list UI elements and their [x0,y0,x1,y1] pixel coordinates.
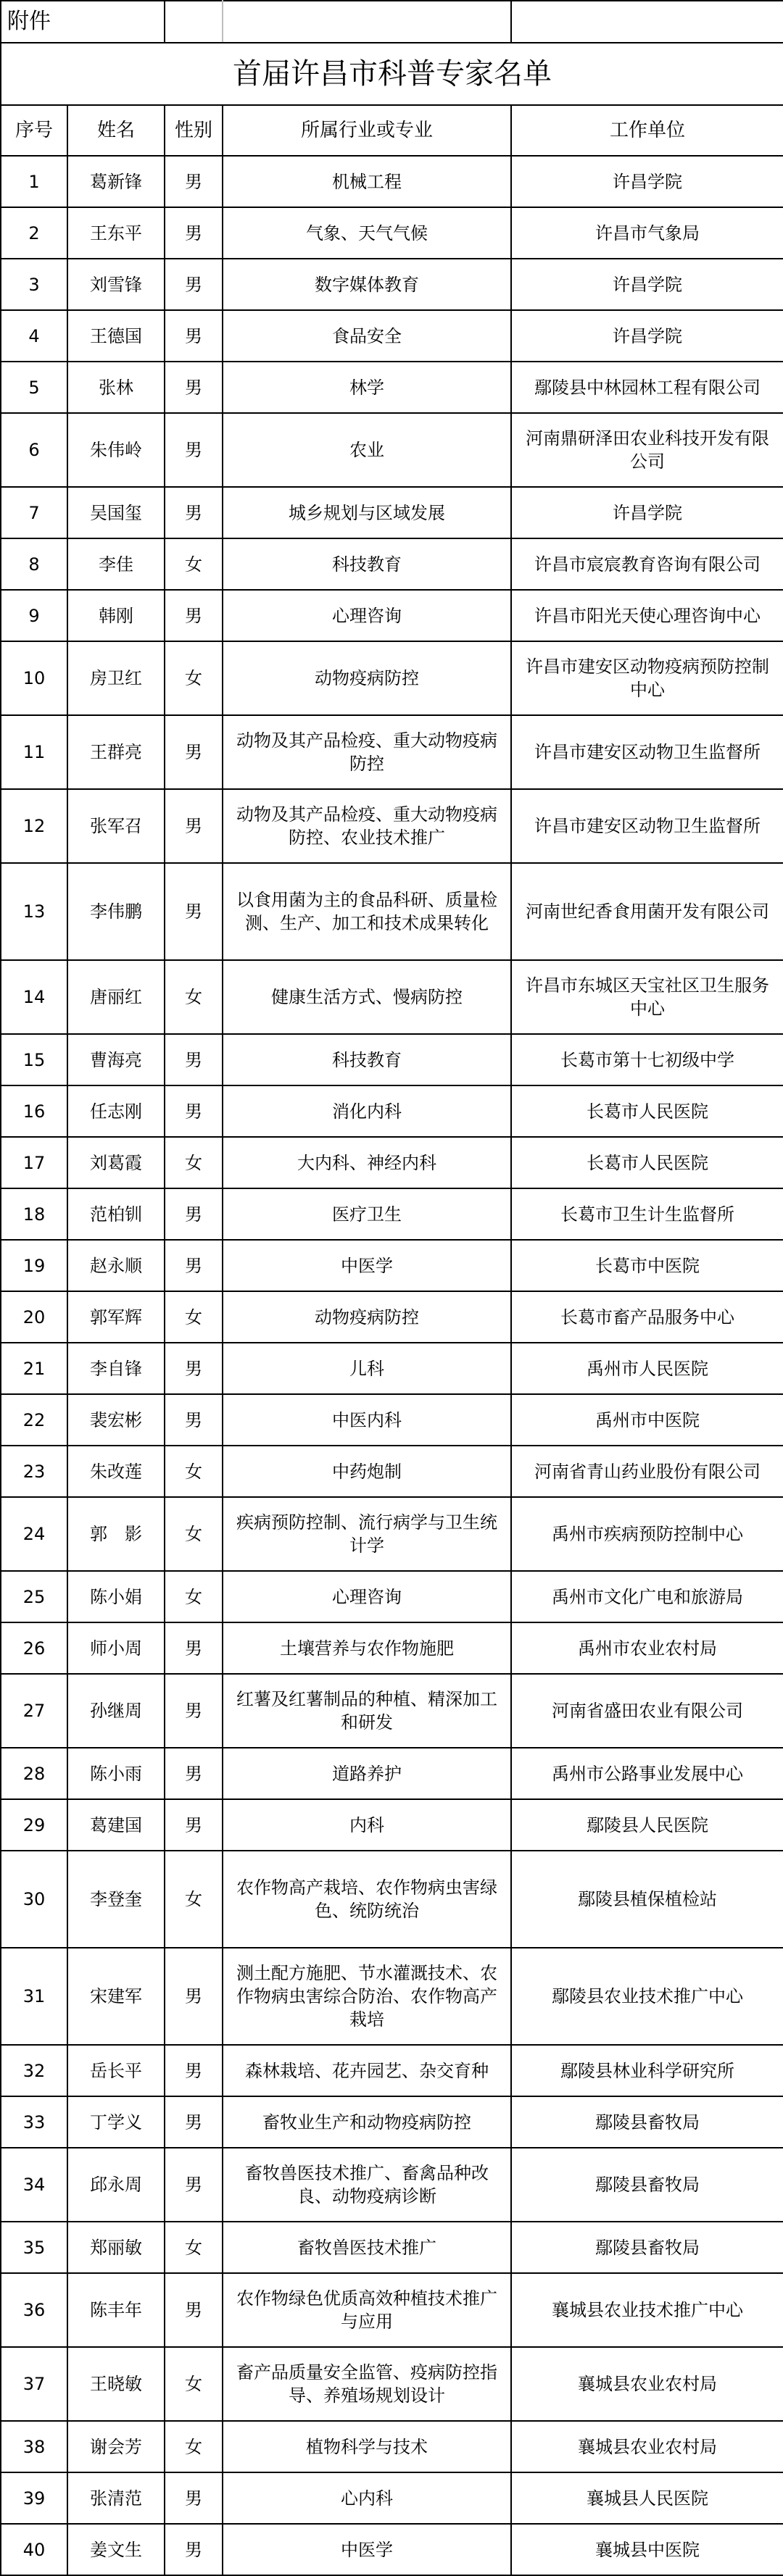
row-index: 19 [1,1240,67,1291]
row-gender: 女 [165,960,223,1034]
row-gender: 男 [165,1240,223,1291]
table-row [1,2347,783,2421]
table-row [1,1948,783,2045]
row-gender: 男 [165,715,223,789]
row-workplace: 许昌市建安区动物卫生监督所 [511,789,783,863]
row-name: 郭 影 [67,1497,165,1571]
row-workplace: 许昌市阳光天使心理咨询中心 [511,590,783,641]
row-gender: 男 [165,259,223,310]
row-index: 39 [1,2472,67,2524]
row-gender: 男 [165,2045,223,2096]
row-name: 吴国玺 [67,487,165,538]
row-name: 韩刚 [67,590,165,641]
table-row [1,487,783,538]
row-index: 9 [1,590,67,641]
row-name: 邱永周 [67,2148,165,2222]
row-gender: 女 [165,1851,223,1948]
row-gender: 女 [165,1137,223,1188]
row-workplace: 禹州市中医院 [511,1394,783,1446]
row-field: 气象、天气气候 [223,207,511,259]
row-field: 农作物绿色优质高效种植技术推广与应用 [223,2273,511,2347]
row-workplace: 河南世纪香食用菌开发有限公司 [511,863,783,960]
row-workplace: 河南省盛田农业有限公司 [511,1674,783,1748]
table-row [1,863,783,960]
row-index: 40 [1,2524,67,2575]
row-index: 20 [1,1291,67,1343]
table-row [1,1343,783,1394]
row-field: 城乡规划与区域发展 [223,487,511,538]
row-name: 张清范 [67,2472,165,2524]
row-name: 王晓敏 [67,2347,165,2421]
row-name: 陈小雨 [67,1748,165,1799]
row-workplace: 许昌学院 [511,156,783,207]
row-index: 14 [1,960,67,1034]
row-index: 29 [1,1799,67,1851]
row-index: 12 [1,789,67,863]
row-name: 郭军辉 [67,1291,165,1343]
row-index: 18 [1,1188,67,1240]
table-row [1,590,783,641]
row-gender: 男 [165,1343,223,1394]
row-field: 中药炮制 [223,1446,511,1497]
table-row [1,641,783,715]
table-row [1,1394,783,1446]
row-field: 数字媒体教育 [223,259,511,310]
row-gender: 女 [165,538,223,590]
row-workplace: 河南鼎研泽田农业科技开发有限公司 [511,413,783,487]
row-field: 畜牧兽医技术推广 [223,2222,511,2273]
row-name: 范柏钏 [67,1188,165,1240]
row-gender: 女 [165,1291,223,1343]
row-workplace: 襄城县人民医院 [511,2472,783,2524]
row-gender: 男 [165,1622,223,1674]
row-gender: 男 [165,2472,223,2524]
row-field: 以食用菌为主的食品科研、质量检测、生产、加工和技术成果转化 [223,863,511,960]
row-index: 2 [1,207,67,259]
row-workplace: 鄢陵县林业科学研究所 [511,2045,783,2096]
table-row [1,310,783,362]
row-index: 25 [1,1571,67,1622]
table-row [1,2045,783,2096]
row-workplace: 长葛市中医院 [511,1240,783,1291]
row-name: 李登奎 [67,1851,165,1948]
row-index: 1 [1,156,67,207]
row-gender: 男 [165,1948,223,2045]
table-row [1,1188,783,1240]
row-gender: 男 [165,487,223,538]
table-row [1,1137,783,1188]
header-workplace: 工作单位 [511,105,783,156]
row-field: 科技教育 [223,1034,511,1085]
row-field: 大内科、神经内科 [223,1137,511,1188]
blank-cell [511,1,783,43]
title-row [1,43,783,105]
row-name: 葛建国 [67,1799,165,1851]
table-row [1,362,783,413]
row-gender: 女 [165,2347,223,2421]
row-index: 5 [1,362,67,413]
blank-cell [223,1,511,43]
row-name: 陈小娟 [67,1571,165,1622]
row-workplace: 鄢陵县人民医院 [511,1799,783,1851]
row-field: 森林栽培、花卉园艺、杂交育种 [223,2045,511,2096]
row-field: 心内科 [223,2472,511,2524]
row-name: 葛新锋 [67,156,165,207]
row-field: 科技教育 [223,538,511,590]
table-row [1,1571,783,1622]
row-index: 35 [1,2222,67,2273]
row-name: 张林 [67,362,165,413]
row-gender: 男 [165,1394,223,1446]
row-gender: 男 [165,1799,223,1851]
row-workplace: 鄢陵县农业技术推广中心 [511,1948,783,2045]
row-gender: 男 [165,2096,223,2148]
row-index: 26 [1,1622,67,1674]
header-field: 所属行业或专业 [223,105,511,156]
table-row [1,259,783,310]
table-row [1,1622,783,1674]
row-gender: 男 [165,1748,223,1799]
table-row [1,1291,783,1343]
row-name: 朱伟岭 [67,413,165,487]
row-field: 红薯及红薯制品的种植、精深加工和研发 [223,1674,511,1748]
row-gender: 男 [165,1188,223,1240]
row-name: 丁学义 [67,2096,165,2148]
table-row [1,2148,783,2222]
row-workplace: 鄢陵县畜牧局 [511,2148,783,2222]
row-index: 33 [1,2096,67,2148]
row-workplace: 襄城县农业农村局 [511,2421,783,2472]
row-gender: 女 [165,2222,223,2273]
row-workplace: 襄城县农业农村局 [511,2347,783,2421]
row-gender: 女 [165,2421,223,2472]
row-workplace: 许昌市气象局 [511,207,783,259]
row-index: 31 [1,1948,67,2045]
table-row [1,1240,783,1291]
table-row [1,789,783,863]
row-workplace: 襄城县中医院 [511,2524,783,2575]
row-workplace: 长葛市畜产品服务中心 [511,1291,783,1343]
table-row [1,2222,783,2273]
row-index: 10 [1,641,67,715]
row-field: 动物疫病防控 [223,1291,511,1343]
table-row [1,2096,783,2148]
row-workplace: 河南省青山药业股份有限公司 [511,1446,783,1497]
row-name: 唐丽红 [67,960,165,1034]
table-row [1,1497,783,1571]
row-index: 3 [1,259,67,310]
table-row [1,538,783,590]
row-field: 心理咨询 [223,590,511,641]
row-workplace: 鄢陵县畜牧局 [511,2096,783,2148]
row-field: 动物疫病防控 [223,641,511,715]
row-workplace: 长葛市第十七初级中学 [511,1034,783,1085]
row-name: 王群亮 [67,715,165,789]
table-row [1,1085,783,1137]
row-index: 15 [1,1034,67,1085]
row-field: 动物及其产品检疫、重大动物疫病防控 [223,715,511,789]
row-field: 植物科学与技术 [223,2421,511,2472]
row-field: 疾病预防控制、流行病学与卫生统计学 [223,1497,511,1571]
row-name: 谢会芳 [67,2421,165,2472]
row-field: 畜牧兽医技术推广、畜禽品种改良、动物疫病诊断 [223,2148,511,2222]
row-name: 李自锋 [67,1343,165,1394]
attachment-row [1,1,783,43]
row-name: 任志刚 [67,1085,165,1137]
row-workplace: 禹州市公路事业发展中心 [511,1748,783,1799]
row-name: 赵永顺 [67,1240,165,1291]
row-field: 医疗卫生 [223,1188,511,1240]
row-workplace: 长葛市卫生计生监督所 [511,1188,783,1240]
row-field: 儿科 [223,1343,511,1394]
row-gender: 男 [165,156,223,207]
row-index: 22 [1,1394,67,1446]
row-workplace: 许昌市建安区动物卫生监督所 [511,715,783,789]
row-field: 林学 [223,362,511,413]
row-name: 姜文生 [67,2524,165,2575]
row-field: 内科 [223,1799,511,1851]
table-row [1,1799,783,1851]
row-name: 裴宏彬 [67,1394,165,1446]
table-row [1,156,783,207]
row-workplace: 禹州市疾病预防控制中心 [511,1497,783,1571]
row-workplace: 鄢陵县植保植检站 [511,1851,783,1948]
table-row [1,413,783,487]
row-gender: 女 [165,1497,223,1571]
table-row [1,1748,783,1799]
row-workplace: 鄢陵县中林园林工程有限公司 [511,362,783,413]
row-index: 7 [1,487,67,538]
row-name: 曹海亮 [67,1034,165,1085]
row-field: 土壤营养与农作物施肥 [223,1622,511,1674]
table-body [1,156,783,2575]
table-row [1,960,783,1034]
row-name: 陈丰年 [67,2273,165,2347]
header-gender: 性别 [165,105,223,156]
row-index: 36 [1,2273,67,2347]
row-index: 6 [1,413,67,487]
row-gender: 女 [165,1446,223,1497]
row-index: 28 [1,1748,67,1799]
row-gender: 男 [165,207,223,259]
row-name: 岳长平 [67,2045,165,2096]
row-index: 37 [1,2347,67,2421]
table-row [1,2472,783,2524]
row-index: 16 [1,1085,67,1137]
header-row [1,105,783,156]
row-field: 健康生活方式、慢病防控 [223,960,511,1034]
row-field: 农业 [223,413,511,487]
row-gender: 男 [165,1034,223,1085]
table-row [1,715,783,789]
row-index: 8 [1,538,67,590]
row-name: 宋建军 [67,1948,165,2045]
row-workplace: 襄城县农业技术推广中心 [511,2273,783,2347]
row-name: 孙继周 [67,1674,165,1748]
row-index: 24 [1,1497,67,1571]
row-index: 27 [1,1674,67,1748]
row-gender: 女 [165,641,223,715]
header-index: 序号 [1,105,67,156]
row-gender: 男 [165,413,223,487]
row-name: 张军召 [67,789,165,863]
row-field: 消化内科 [223,1085,511,1137]
row-gender: 女 [165,1571,223,1622]
row-gender: 男 [165,2148,223,2222]
row-gender: 男 [165,590,223,641]
row-index: 32 [1,2045,67,2096]
row-index: 30 [1,1851,67,1948]
row-name: 李伟鹏 [67,863,165,960]
row-name: 李佳 [67,538,165,590]
table-row [1,1034,783,1085]
row-name: 朱改莲 [67,1446,165,1497]
row-workplace: 禹州市文化广电和旅游局 [511,1571,783,1622]
row-field: 食品安全 [223,310,511,362]
row-gender: 男 [165,789,223,863]
row-workplace: 许昌市东城区天宝社区卫生服务中心 [511,960,783,1034]
row-workplace: 禹州市农业农村局 [511,1622,783,1674]
row-gender: 男 [165,2524,223,2575]
row-workplace: 许昌学院 [511,487,783,538]
row-name: 刘雪锋 [67,259,165,310]
row-field: 畜牧业生产和动物疫病防控 [223,2096,511,2148]
row-field: 农作物高产栽培、农作物病虫害绿色、统防统治 [223,1851,511,1948]
row-workplace: 许昌学院 [511,310,783,362]
row-name: 王德国 [67,310,165,362]
blank-cell [165,1,223,43]
row-index: 21 [1,1343,67,1394]
row-field: 动物及其产品检疫、重大动物疫病防控、农业技术推广 [223,789,511,863]
table-row [1,1851,783,1948]
row-field: 心理咨询 [223,1571,511,1622]
page-title: 首届许昌市科普专家名单 [1,43,783,105]
row-workplace: 许昌市宸宸教育咨询有限公司 [511,538,783,590]
row-field: 道路养护 [223,1748,511,1799]
row-gender: 男 [165,1674,223,1748]
row-index: 17 [1,1137,67,1188]
row-name: 房卫红 [67,641,165,715]
row-name: 刘葛霞 [67,1137,165,1188]
table-row [1,207,783,259]
row-index: 11 [1,715,67,789]
row-index: 23 [1,1446,67,1497]
row-workplace: 许昌市建安区动物疫病预防控制中心 [511,641,783,715]
row-gender: 男 [165,362,223,413]
table-row [1,1446,783,1497]
row-field: 中医内科 [223,1394,511,1446]
row-gender: 男 [165,863,223,960]
attachment-label: 附件 [1,1,165,43]
row-name: 郑丽敏 [67,2222,165,2273]
row-name: 师小周 [67,1622,165,1674]
row-gender: 男 [165,1085,223,1137]
row-index: 4 [1,310,67,362]
row-field: 中医学 [223,2524,511,2575]
row-field: 机械工程 [223,156,511,207]
row-gender: 男 [165,310,223,362]
row-field: 中医学 [223,1240,511,1291]
row-field: 畜产品质量安全监管、疫病防控指导、养殖场规划设计 [223,2347,511,2421]
table-row [1,2421,783,2472]
row-gender: 男 [165,2273,223,2347]
row-index: 38 [1,2421,67,2472]
header-name: 姓名 [67,105,165,156]
row-workplace: 许昌学院 [511,259,783,310]
table-row [1,2524,783,2575]
table-row [1,1674,783,1748]
row-name: 王东平 [67,207,165,259]
row-field: 测土配方施肥、节水灌溉技术、农作物病虫害综合防治、农作物高产栽培 [223,1948,511,2045]
row-workplace: 长葛市人民医院 [511,1137,783,1188]
row-workplace: 长葛市人民医院 [511,1085,783,1137]
row-index: 34 [1,2148,67,2222]
row-index: 13 [1,863,67,960]
row-workplace: 禹州市人民医院 [511,1343,783,1394]
row-workplace: 鄢陵县畜牧局 [511,2222,783,2273]
